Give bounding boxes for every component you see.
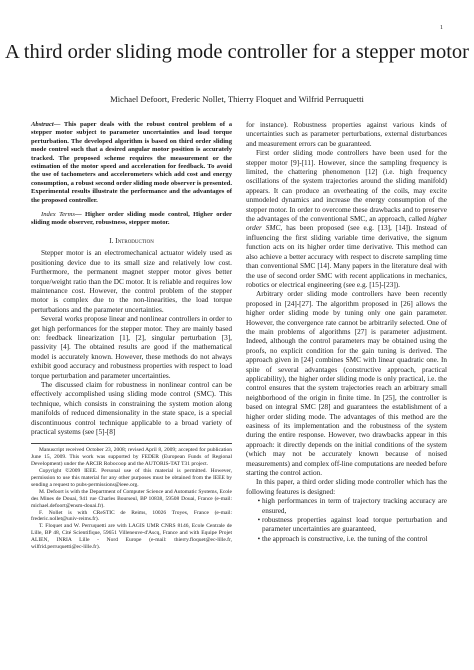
footnote: F. Nollet is with CReSTIC de Reims, 10026 Troyes, France (e-mail: frederic.nollet@univ-reims.fr). (31, 509, 232, 523)
list-item: • the approach is constructive, i.e. the tuning of the control (262, 535, 447, 544)
intro-paragraph: The discussed claim for robustness in nonlinear control can be effectively accomplished using sliding mode control (SMC). This technique, which consists in constraining the system motion along manifolds of reduced dimensionality in the state space, is a special discontinuous control technique applicable to a broad variety of practical systems (see [5]-[8] (31, 380, 232, 436)
section-heading-introduction: I. Introduction (109, 235, 154, 245)
paper-title: A third order sliding mode controller for a stepper motor (5, 41, 469, 63)
footnote: T. Floquet and W. Perruquetti are with LAGIS UMR CNRS 8146, Ecole Centrale de Lille, BP 48, Cité Scientifique, 59651 Villeneuve-d'Ascq, France and with Equipe Projet ALIEN, INRIA Lille - Nord Europe (e-mail: thierry.floquet@ec-lille.fr, wilfrid.perruquetti@ec-lille.fr). (31, 523, 232, 551)
left-column (31, 121, 232, 551)
index-terms-text: — Higher order sliding mode control, Higher order sliding mode observer, robustness, stepper motor. (31, 211, 232, 227)
body-paragraph: In this paper, a third order sliding mode controller which has the following features is designed: (246, 478, 447, 496)
list-item: • robustness properties against load torque perturbation and parameter uncertainties are guaranteed, (262, 516, 447, 535)
body-text: , has been proposed (see e.g. [13], [14]). Instead of influencing the first sliding variable time derivative, the signum function acts on its higher order time derivative. This method can also achieve a better accuracy with respect to discrete sampling time than conventional SMC [14]. Many papers in the literature deal with the use of second order SMC with recent applications in mechanics, robotics or electrical engineering (see e.g. [15]-[23]). (246, 224, 447, 289)
abstract (31, 121, 232, 205)
body-paragraph: Arbitrary order sliding mode controllers have been recently proposed in [24]-[27]. The algorithm proposed in [26] allows the higher order sliding mode by tuning only one gain parameter. However, the convergence rate cannot be arbitrarily selected. One of the main problems of algorithms [27] is parameter adjustment. Indeed, although the control parameters may be obtained using the proofs, no explicit condition for the gain tuning is derived. The approach given in [24] combines SMC with linear quadratic one. In spite of several advantages (constructive approach, practical applicability), the higher order sliding mode is only practical, i.e. the control ensures that the system trajectories reach an arbitrary small neighborhood of the origin in finite time. In [25], the controller is based on integral SMC [28] and guarantees the establishment of a higher order sliding mode. The advantages of this method are the easiness of its implementation and the robustness of the system during the entire response. However, two drawbacks appear in this approach: it directly depends on the initial conditions of the system (which may not be accurately known because of noised measurements) and complex off-line computations are needed before starting the control action. (246, 290, 447, 478)
intro-paragraph: Several works propose linear and nonlinear controllers in order to get high performances for the stepper motor. They are mainly based on: feedback linearization [1], [2], singular perturbation [3], passivity [4]. The obtained results are good if the mathematical model is accurately known. However, these methods do not always exhibit good accuracy and robustness properties with respect to load torque perturbation and parameter uncertainties. (31, 315, 232, 380)
body-text: First order sliding mode controllers have been used for the stepper motor [9]-[11]. However, since the sampling frequency is limited, the chattering phenomenon [12] (i.e. high frequency oscillations of the system trajectories around the sliding manifold) appears. It can produce an overheating of the coils, may excite unmodeled dynamics and increase the energy consumption of the stepper motor. In order to overcome these drawbacks and to preserve the advantages of the conventional SMC, an approach, called (246, 149, 447, 224)
list-item: • high performances in term of trajectory tracking accuracy are ensured, (262, 497, 447, 516)
index-terms (31, 211, 232, 228)
emphasis-term: higher order SMC (246, 215, 447, 233)
footnote: M. Defoort is with the Department of Computer Science and Automatic Systems, Ecole des Mines de Douai, 941 rue Charles Bourseul, BP 10838, 59508 Douai, France (e-mail: michael.defoort@ensm-douai.fr). (31, 488, 232, 509)
footnotes (31, 443, 232, 551)
right-column (246, 121, 447, 544)
index-terms-label: Index Terms (41, 211, 75, 219)
intro-paragraph: Stepper motor is an electromechanical actuator widely used as positioning device due to its small size and relatively low cost. Furthermore, the permanent magnet stepper motor gives better torque/weight ratio than the DC motor. It is reliable and requires low maintenance cost. However, the control problem of the stepper motor is complex due to the non-linearities, the load torque perturbations and the parameter uncertainties. (31, 249, 232, 314)
body-paragraph (246, 149, 447, 290)
footnote: Copyright ©2009 IEEE. Personal use of this material is permitted. However, permission to use this material for any other purposes must be obtained from the IEEE by sending a request to pubs-permissions@ieee.org. (31, 468, 232, 488)
footnote: Manuscript received October 23, 2008; revised April 8, 2009; accepted for publication June 15, 2009. This work was supported by FEDER (European Funds of Regional Development) under the ARCIR Robocoop and the AUTORIS-TAT T31 project. (31, 447, 232, 468)
page-number: 1 (440, 25, 443, 31)
author-list: Michael Defoort, Frederic Nollet, Thierry Floquet and Wilfrid Perruquetti (110, 94, 364, 104)
body-paragraph: for instance). Robustness properties against various kinds of uncertainties such as parameter perturbations, external disturbances and measurement errors can be guaranteed. (246, 121, 447, 148)
abstract-text: — This paper deals with the robust control problem of a stepper motor subject to parameter uncertainties and load torque perturbation. The developed algorithm is based on third order sliding mode control such that a desired angular motor position is accurately tracked. The proposed scheme requires the measurement or the estimation of the motor speed and acceleration for feedback. To avoid the use of tachometers and accelerometers which add cost and energy consumption, a robust second order sliding mode observer is presented. Experimental results illustrate the performance and the advantages of the proposed controller. (31, 121, 232, 204)
feature-list (246, 497, 447, 544)
abstract-label: Abstract (31, 121, 54, 128)
